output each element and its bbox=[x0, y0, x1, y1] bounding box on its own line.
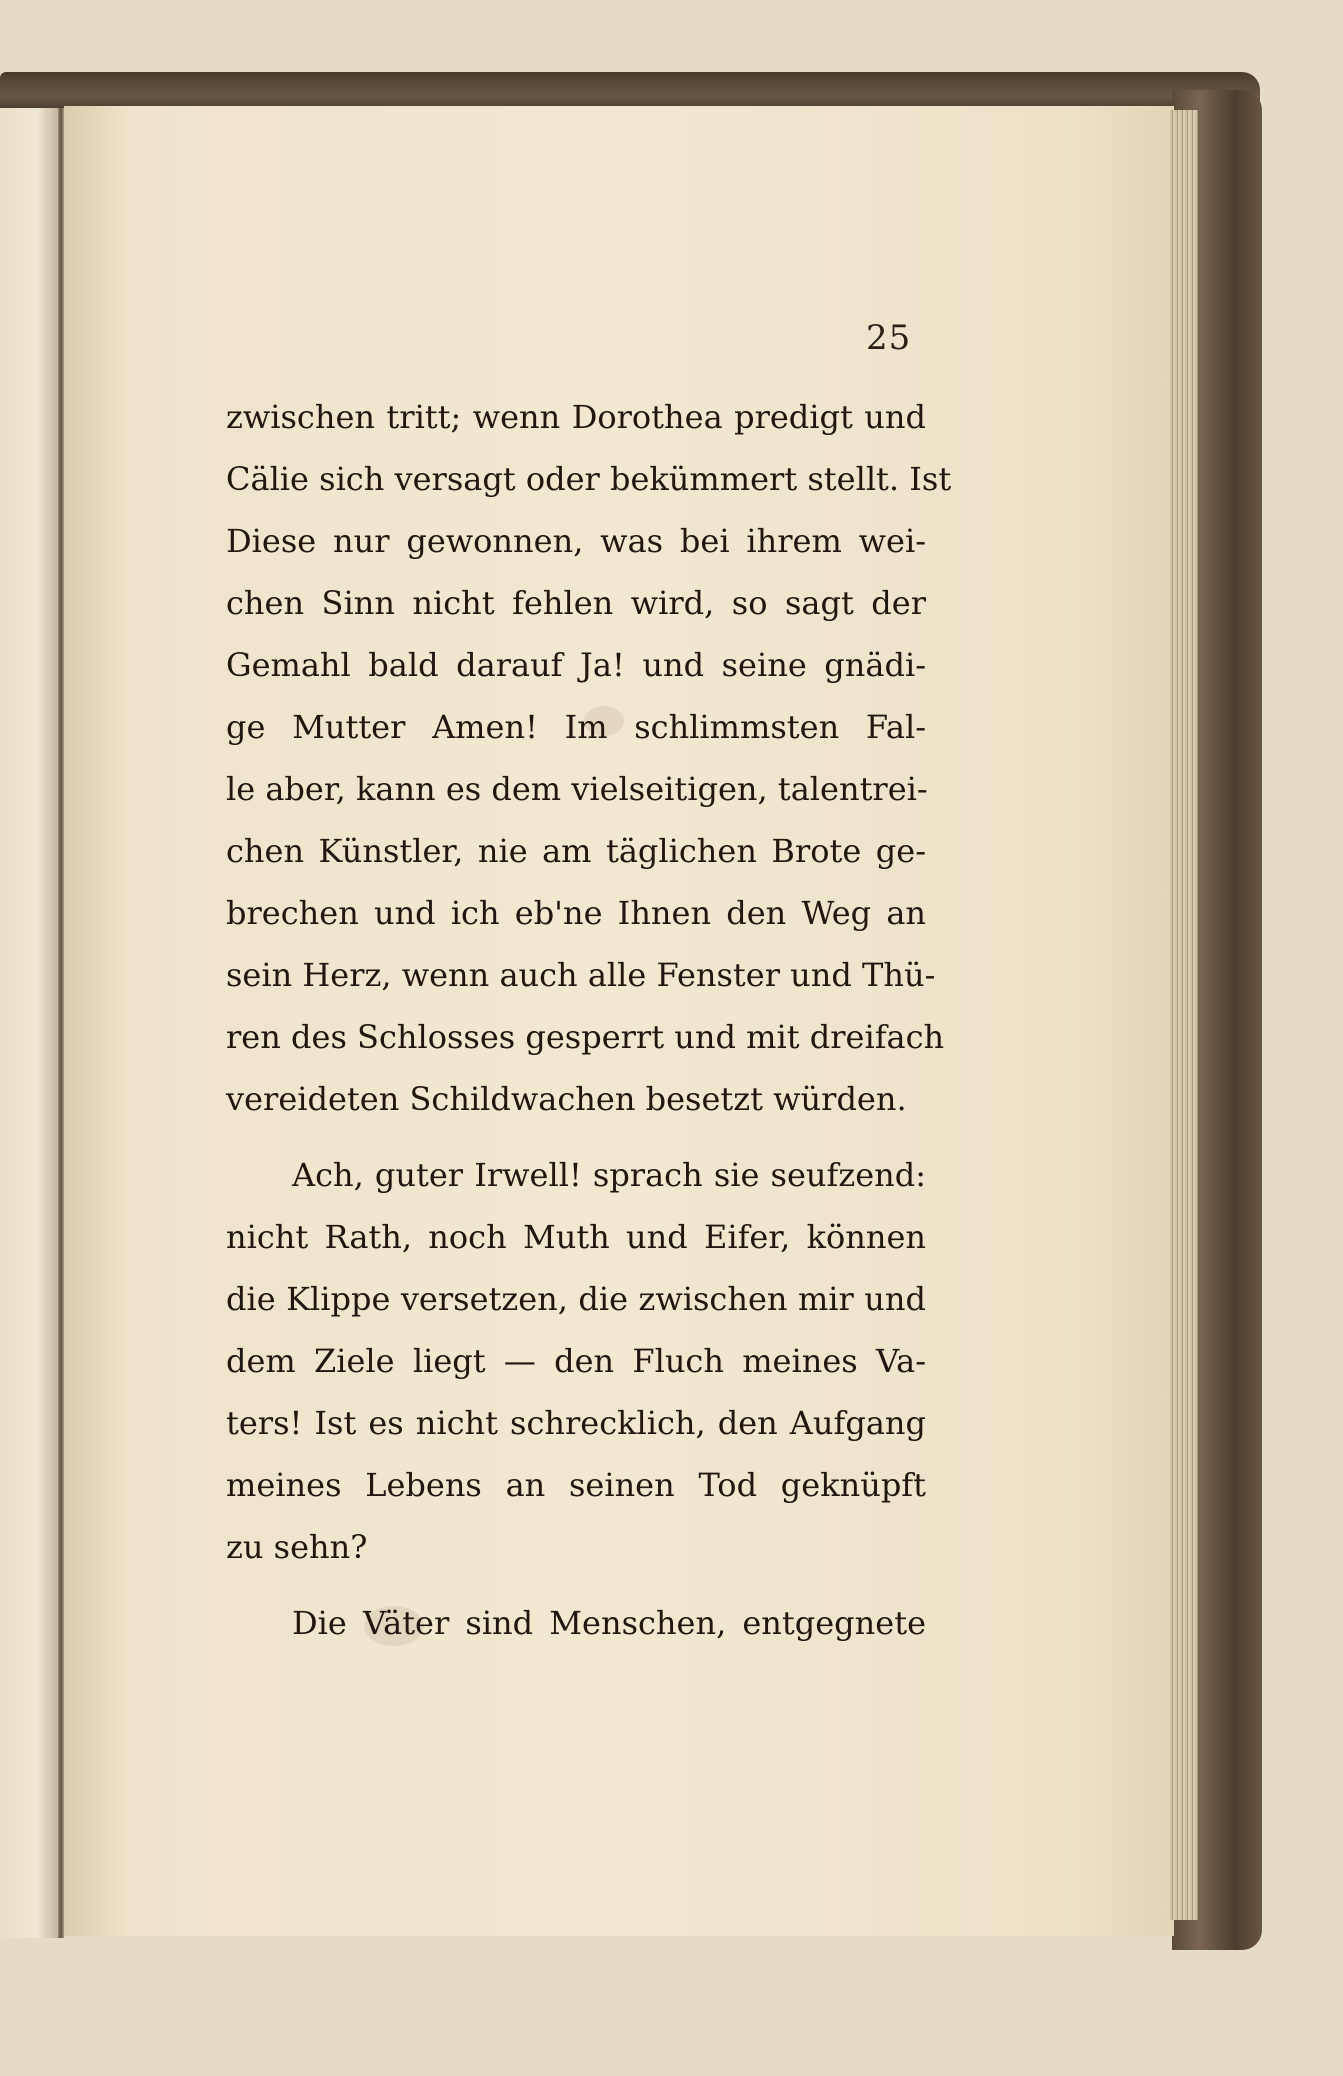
text-line: Gemahl bald darauf Ja! und seine gnädi- bbox=[226, 646, 926, 684]
text-line: ren des Schlosses gesperrt und mit dreifach bbox=[226, 1018, 945, 1056]
text-line: Cälie sich versagt oder bekümmert stellt. Ist bbox=[226, 460, 952, 498]
text-line: Diese nur gewonnen, was bei ihrem wei- bbox=[226, 522, 926, 560]
text-line: Die Väter sind Menschen, entgegnete bbox=[292, 1604, 926, 1642]
text-line: chen Künstler, nie am täglichen Brote ge- bbox=[226, 832, 926, 870]
left-page-edge bbox=[0, 108, 62, 1938]
text-line: ge Mutter Amen! Im schlimmsten Fal- bbox=[226, 708, 926, 746]
text-line: sein Herz, wenn auch alle Fenster und Thü- bbox=[226, 956, 936, 994]
text-line: le aber, kann es dem vielseitigen, talentrei- bbox=[226, 770, 928, 808]
text-line: zu sehn? bbox=[226, 1528, 368, 1566]
text-line: chen Sinn nicht fehlen wird, so sagt der bbox=[226, 584, 926, 622]
page-number: 25 bbox=[866, 318, 912, 358]
text-line: die Klippe versetzen, die zwischen mir und bbox=[226, 1280, 926, 1318]
text-line: Ach, guter Irwell! sprach sie seufzend: bbox=[292, 1156, 926, 1194]
text-line: zwischen tritt; wenn Dorothea predigt und bbox=[226, 398, 926, 436]
text-line: vereideten Schildwachen besetzt würden. bbox=[226, 1080, 907, 1118]
text-line: nicht Rath, noch Muth und Eifer, können bbox=[226, 1218, 926, 1256]
text-line: meines Lebens an seinen Tod geknüpft bbox=[226, 1466, 926, 1504]
text-line: dem Ziele liegt — den Fluch meines Va- bbox=[226, 1342, 926, 1380]
text-line: ters! Ist es nicht schrecklich, den Aufgang bbox=[226, 1404, 926, 1442]
page-edges bbox=[1170, 110, 1198, 1920]
text-line: brechen und ich eb'ne Ihnen den Weg an bbox=[226, 894, 926, 932]
body-text bbox=[226, 386, 952, 1654]
